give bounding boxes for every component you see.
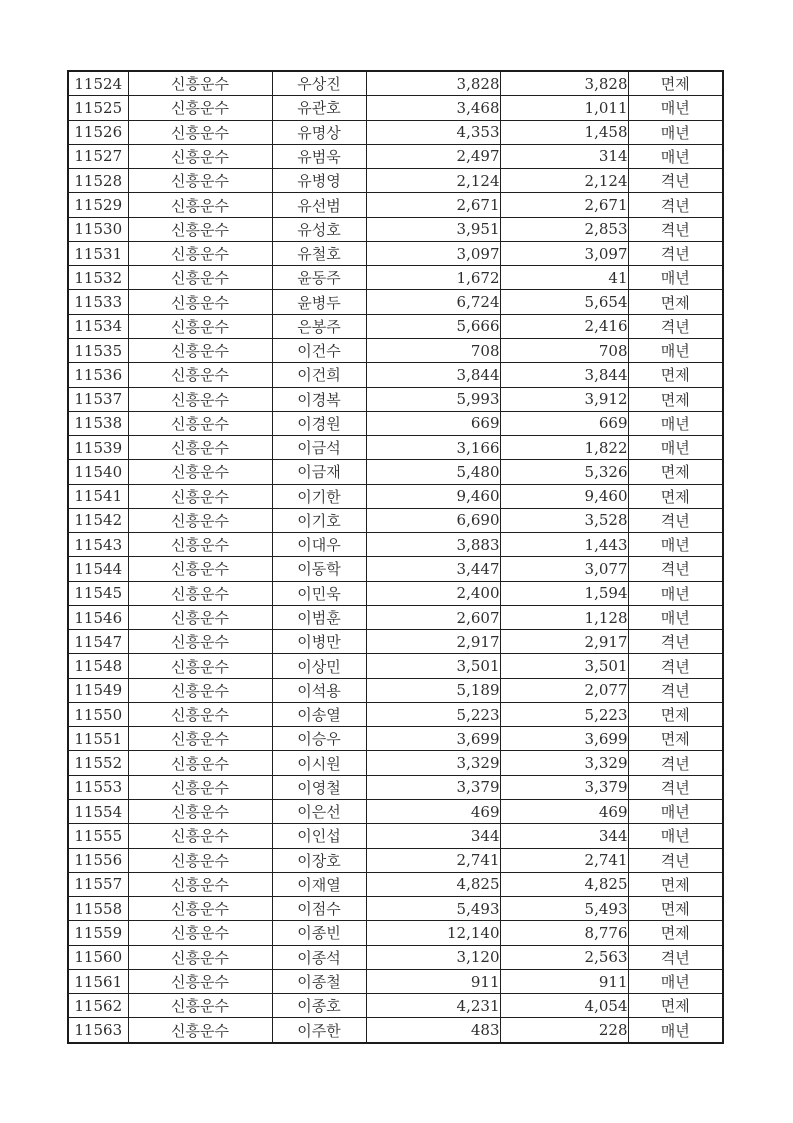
cell-name: 이종철 [272, 969, 366, 993]
cell-amount-2: 3,379 [500, 775, 628, 799]
cell-company: 신흥운수 [128, 266, 272, 290]
cell-amount-2: 2,563 [500, 945, 628, 969]
cell-name: 이건수 [272, 338, 366, 362]
cell-amount-2: 2,917 [500, 630, 628, 654]
cell-id: 11528 [68, 169, 128, 193]
cell-amount-2: 5,654 [500, 290, 628, 314]
cell-company: 신흥운수 [128, 241, 272, 265]
cell-company: 신흥운수 [128, 290, 272, 314]
cell-amount-1: 5,493 [366, 897, 500, 921]
cell-cycle: 매년 [628, 824, 723, 848]
cell-company: 신흥운수 [128, 678, 272, 702]
table-row [68, 484, 723, 508]
cell-id: 11556 [68, 848, 128, 872]
cell-id: 11554 [68, 800, 128, 824]
cell-amount-1: 3,097 [366, 241, 500, 265]
cell-amount-1: 344 [366, 824, 500, 848]
cell-amount-2: 314 [500, 144, 628, 168]
cell-amount-2: 2,077 [500, 678, 628, 702]
cell-name: 은봉주 [272, 314, 366, 338]
table-row [68, 96, 723, 120]
cell-name: 이대우 [272, 533, 366, 557]
cell-company: 신흥운수 [128, 800, 272, 824]
cell-amount-1: 5,480 [366, 460, 500, 484]
cell-company: 신흥운수 [128, 533, 272, 557]
data-table [67, 70, 724, 1044]
cell-id: 11547 [68, 630, 128, 654]
cell-company: 신흥운수 [128, 654, 272, 678]
cell-amount-1: 4,825 [366, 872, 500, 896]
cell-id: 11532 [68, 266, 128, 290]
table-row [68, 266, 723, 290]
cell-amount-1: 2,671 [366, 193, 500, 217]
table-row [68, 241, 723, 265]
table-row [68, 897, 723, 921]
cell-amount-2: 8,776 [500, 921, 628, 945]
cell-amount-1: 911 [366, 969, 500, 993]
cell-company: 신흥운수 [128, 460, 272, 484]
cell-id: 11531 [68, 241, 128, 265]
cell-cycle: 면제 [628, 702, 723, 726]
cell-amount-1: 3,951 [366, 217, 500, 241]
table-row [68, 169, 723, 193]
cell-amount-1: 2,400 [366, 581, 500, 605]
cell-name: 우상진 [272, 71, 366, 96]
cell-cycle: 격년 [628, 654, 723, 678]
table-row [68, 411, 723, 435]
table-row [68, 994, 723, 1018]
cell-amount-1: 9,460 [366, 484, 500, 508]
cell-id: 11533 [68, 290, 128, 314]
cell-id: 11535 [68, 338, 128, 362]
cell-name: 이송열 [272, 702, 366, 726]
cell-name: 이종석 [272, 945, 366, 969]
cell-company: 신흥운수 [128, 848, 272, 872]
cell-id: 11540 [68, 460, 128, 484]
cell-cycle: 격년 [628, 241, 723, 265]
cell-id: 11555 [68, 824, 128, 848]
cell-cycle: 매년 [628, 800, 723, 824]
cell-id: 11544 [68, 557, 128, 581]
cell-amount-2: 5,326 [500, 460, 628, 484]
cell-cycle: 매년 [628, 581, 723, 605]
cell-amount-2: 3,828 [500, 71, 628, 96]
cell-name: 이종호 [272, 994, 366, 1018]
cell-company: 신흥운수 [128, 120, 272, 144]
table-row [68, 436, 723, 460]
table-row [68, 193, 723, 217]
cell-id: 11558 [68, 897, 128, 921]
cell-name: 이석용 [272, 678, 366, 702]
cell-name: 이종빈 [272, 921, 366, 945]
cell-amount-2: 5,493 [500, 897, 628, 921]
cell-id: 11546 [68, 605, 128, 629]
cell-amount-1: 3,329 [366, 751, 500, 775]
cell-company: 신흥운수 [128, 338, 272, 362]
cell-id: 11557 [68, 872, 128, 896]
cell-amount-2: 3,844 [500, 363, 628, 387]
cell-name: 유선범 [272, 193, 366, 217]
cell-name: 이주한 [272, 1018, 366, 1043]
table-row [68, 872, 723, 896]
cell-amount-1: 469 [366, 800, 500, 824]
cell-cycle: 매년 [628, 120, 723, 144]
cell-amount-2: 5,223 [500, 702, 628, 726]
cell-name: 이금석 [272, 436, 366, 460]
cell-cycle: 면제 [628, 290, 723, 314]
cell-company: 신흥운수 [128, 71, 272, 96]
cell-amount-1: 2,497 [366, 144, 500, 168]
cell-cycle: 격년 [628, 751, 723, 775]
cell-name: 이인섭 [272, 824, 366, 848]
cell-id: 11542 [68, 508, 128, 532]
cell-cycle: 매년 [628, 436, 723, 460]
table-row [68, 581, 723, 605]
cell-name: 이은선 [272, 800, 366, 824]
table-row [68, 921, 723, 945]
cell-amount-1: 5,666 [366, 314, 500, 338]
cell-cycle: 면제 [628, 387, 723, 411]
cell-amount-1: 5,223 [366, 702, 500, 726]
table-row [68, 969, 723, 993]
cell-cycle: 매년 [628, 1018, 723, 1043]
cell-cycle: 격년 [628, 217, 723, 241]
cell-cycle: 매년 [628, 338, 723, 362]
cell-company: 신흥운수 [128, 605, 272, 629]
cell-id: 11550 [68, 702, 128, 726]
cell-amount-1: 3,883 [366, 533, 500, 557]
cell-amount-2: 2,853 [500, 217, 628, 241]
cell-name: 유관호 [272, 96, 366, 120]
table-row [68, 508, 723, 532]
cell-name: 유병영 [272, 169, 366, 193]
cell-company: 신흥운수 [128, 144, 272, 168]
cell-id: 11525 [68, 96, 128, 120]
cell-company: 신흥운수 [128, 387, 272, 411]
cell-id: 11536 [68, 363, 128, 387]
cell-amount-1: 3,166 [366, 436, 500, 460]
cell-amount-2: 1,458 [500, 120, 628, 144]
cell-amount-2: 1,822 [500, 436, 628, 460]
cell-id: 11553 [68, 775, 128, 799]
cell-id: 11538 [68, 411, 128, 435]
cell-company: 신흥운수 [128, 727, 272, 751]
cell-name: 유철호 [272, 241, 366, 265]
cell-id: 11551 [68, 727, 128, 751]
cell-amount-2: 344 [500, 824, 628, 848]
table-body [68, 71, 723, 1043]
table-row [68, 217, 723, 241]
cell-id: 11545 [68, 581, 128, 605]
cell-id: 11539 [68, 436, 128, 460]
cell-company: 신흥운수 [128, 702, 272, 726]
cell-id: 11529 [68, 193, 128, 217]
table-row [68, 848, 723, 872]
cell-amount-1: 3,379 [366, 775, 500, 799]
cell-amount-1: 2,607 [366, 605, 500, 629]
cell-amount-1: 5,993 [366, 387, 500, 411]
cell-company: 신흥운수 [128, 581, 272, 605]
cell-id: 11562 [68, 994, 128, 1018]
cell-amount-1: 669 [366, 411, 500, 435]
table-row [68, 338, 723, 362]
cell-name: 이병만 [272, 630, 366, 654]
cell-name: 이범훈 [272, 605, 366, 629]
table-row [68, 751, 723, 775]
cell-name: 이건희 [272, 363, 366, 387]
table-row [68, 630, 723, 654]
table-row [68, 605, 723, 629]
cell-name: 이영철 [272, 775, 366, 799]
cell-amount-1: 708 [366, 338, 500, 362]
cell-amount-2: 3,329 [500, 751, 628, 775]
cell-company: 신흥운수 [128, 314, 272, 338]
cell-amount-2: 9,460 [500, 484, 628, 508]
cell-company: 신흥운수 [128, 775, 272, 799]
table-row [68, 702, 723, 726]
cell-amount-2: 228 [500, 1018, 628, 1043]
cell-amount-2: 2,416 [500, 314, 628, 338]
cell-amount-2: 3,528 [500, 508, 628, 532]
cell-name: 유범욱 [272, 144, 366, 168]
cell-name: 이경복 [272, 387, 366, 411]
cell-name: 이금재 [272, 460, 366, 484]
cell-name: 이기호 [272, 508, 366, 532]
cell-company: 신흥운수 [128, 508, 272, 532]
table-row [68, 727, 723, 751]
cell-name: 이재열 [272, 872, 366, 896]
cell-name: 윤병두 [272, 290, 366, 314]
cell-company: 신흥운수 [128, 557, 272, 581]
cell-company: 신흥운수 [128, 630, 272, 654]
cell-name: 이장호 [272, 848, 366, 872]
cell-cycle: 격년 [628, 508, 723, 532]
cell-amount-2: 708 [500, 338, 628, 362]
cell-company: 신흥운수 [128, 921, 272, 945]
cell-name: 이승우 [272, 727, 366, 751]
cell-company: 신흥운수 [128, 363, 272, 387]
cell-company: 신흥운수 [128, 411, 272, 435]
cell-cycle: 면제 [628, 921, 723, 945]
cell-amount-2: 3,501 [500, 654, 628, 678]
cell-amount-1: 3,501 [366, 654, 500, 678]
cell-amount-1: 2,917 [366, 630, 500, 654]
cell-amount-1: 483 [366, 1018, 500, 1043]
cell-amount-1: 3,120 [366, 945, 500, 969]
cell-amount-1: 2,741 [366, 848, 500, 872]
cell-id: 11524 [68, 71, 128, 96]
cell-amount-2: 41 [500, 266, 628, 290]
table-row [68, 314, 723, 338]
table-row [68, 144, 723, 168]
cell-id: 11561 [68, 969, 128, 993]
cell-cycle: 면제 [628, 363, 723, 387]
cell-amount-1: 6,724 [366, 290, 500, 314]
cell-cycle: 격년 [628, 945, 723, 969]
cell-id: 11534 [68, 314, 128, 338]
cell-amount-2: 4,054 [500, 994, 628, 1018]
cell-name: 이점수 [272, 897, 366, 921]
cell-cycle: 매년 [628, 605, 723, 629]
cell-amount-2: 1,011 [500, 96, 628, 120]
cell-id: 11559 [68, 921, 128, 945]
cell-company: 신흥운수 [128, 824, 272, 848]
cell-name: 윤동주 [272, 266, 366, 290]
cell-amount-2: 3,699 [500, 727, 628, 751]
cell-amount-1: 6,690 [366, 508, 500, 532]
cell-cycle: 격년 [628, 169, 723, 193]
cell-cycle: 격년 [628, 630, 723, 654]
table-row [68, 290, 723, 314]
cell-name: 유성호 [272, 217, 366, 241]
cell-amount-2: 2,671 [500, 193, 628, 217]
cell-cycle: 면제 [628, 484, 723, 508]
cell-name: 이경원 [272, 411, 366, 435]
cell-amount-2: 2,124 [500, 169, 628, 193]
cell-company: 신흥운수 [128, 994, 272, 1018]
cell-name: 이상민 [272, 654, 366, 678]
cell-company: 신흥운수 [128, 872, 272, 896]
cell-cycle: 격년 [628, 775, 723, 799]
cell-cycle: 매년 [628, 411, 723, 435]
table-row [68, 654, 723, 678]
cell-amount-2: 911 [500, 969, 628, 993]
cell-amount-2: 4,825 [500, 872, 628, 896]
table-row [68, 557, 723, 581]
cell-cycle: 면제 [628, 872, 723, 896]
cell-id: 11563 [68, 1018, 128, 1043]
cell-name: 이기한 [272, 484, 366, 508]
cell-name: 이시원 [272, 751, 366, 775]
cell-cycle: 매년 [628, 969, 723, 993]
cell-amount-2: 1,594 [500, 581, 628, 605]
table-row [68, 1018, 723, 1043]
cell-amount-2: 3,077 [500, 557, 628, 581]
table-row [68, 71, 723, 96]
cell-company: 신흥운수 [128, 969, 272, 993]
table-row [68, 678, 723, 702]
table-row [68, 775, 723, 799]
cell-name: 이민욱 [272, 581, 366, 605]
cell-amount-1: 5,189 [366, 678, 500, 702]
cell-cycle: 면제 [628, 727, 723, 751]
cell-amount-1: 3,828 [366, 71, 500, 96]
cell-amount-1: 3,447 [366, 557, 500, 581]
cell-cycle: 격년 [628, 557, 723, 581]
cell-amount-1: 3,468 [366, 96, 500, 120]
cell-amount-1: 12,140 [366, 921, 500, 945]
cell-id: 11552 [68, 751, 128, 775]
cell-amount-1: 3,844 [366, 363, 500, 387]
cell-cycle: 격년 [628, 848, 723, 872]
cell-id: 11527 [68, 144, 128, 168]
cell-company: 신흥운수 [128, 96, 272, 120]
cell-cycle: 면제 [628, 460, 723, 484]
cell-id: 11548 [68, 654, 128, 678]
cell-amount-1: 3,699 [366, 727, 500, 751]
cell-id: 11526 [68, 120, 128, 144]
cell-company: 신흥운수 [128, 169, 272, 193]
table-row [68, 363, 723, 387]
cell-company: 신흥운수 [128, 751, 272, 775]
cell-amount-2: 1,443 [500, 533, 628, 557]
cell-company: 신흥운수 [128, 484, 272, 508]
cell-amount-1: 4,231 [366, 994, 500, 1018]
cell-id: 11549 [68, 678, 128, 702]
table-row [68, 387, 723, 411]
table-row [68, 824, 723, 848]
cell-cycle: 면제 [628, 71, 723, 96]
cell-cycle: 격년 [628, 193, 723, 217]
cell-id: 11560 [68, 945, 128, 969]
cell-amount-1: 2,124 [366, 169, 500, 193]
cell-cycle: 매년 [628, 96, 723, 120]
cell-cycle: 면제 [628, 897, 723, 921]
table-row [68, 533, 723, 557]
cell-amount-2: 669 [500, 411, 628, 435]
cell-id: 11541 [68, 484, 128, 508]
cell-cycle: 격년 [628, 678, 723, 702]
cell-cycle: 매년 [628, 144, 723, 168]
cell-amount-2: 3,097 [500, 241, 628, 265]
cell-amount-2: 2,741 [500, 848, 628, 872]
cell-company: 신흥운수 [128, 436, 272, 460]
cell-amount-1: 4,353 [366, 120, 500, 144]
cell-company: 신흥운수 [128, 193, 272, 217]
cell-company: 신흥운수 [128, 217, 272, 241]
cell-name: 유명상 [272, 120, 366, 144]
cell-id: 11537 [68, 387, 128, 411]
cell-name: 이동학 [272, 557, 366, 581]
cell-id: 11530 [68, 217, 128, 241]
cell-amount-1: 1,672 [366, 266, 500, 290]
cell-cycle: 매년 [628, 533, 723, 557]
table-row [68, 945, 723, 969]
cell-cycle: 매년 [628, 266, 723, 290]
cell-cycle: 면제 [628, 994, 723, 1018]
cell-amount-2: 1,128 [500, 605, 628, 629]
cell-company: 신흥운수 [128, 897, 272, 921]
table-row [68, 120, 723, 144]
cell-company: 신흥운수 [128, 945, 272, 969]
cell-amount-2: 469 [500, 800, 628, 824]
table-row [68, 800, 723, 824]
cell-id: 11543 [68, 533, 128, 557]
cell-company: 신흥운수 [128, 1018, 272, 1043]
cell-cycle: 격년 [628, 314, 723, 338]
cell-amount-2: 3,912 [500, 387, 628, 411]
table-row [68, 460, 723, 484]
